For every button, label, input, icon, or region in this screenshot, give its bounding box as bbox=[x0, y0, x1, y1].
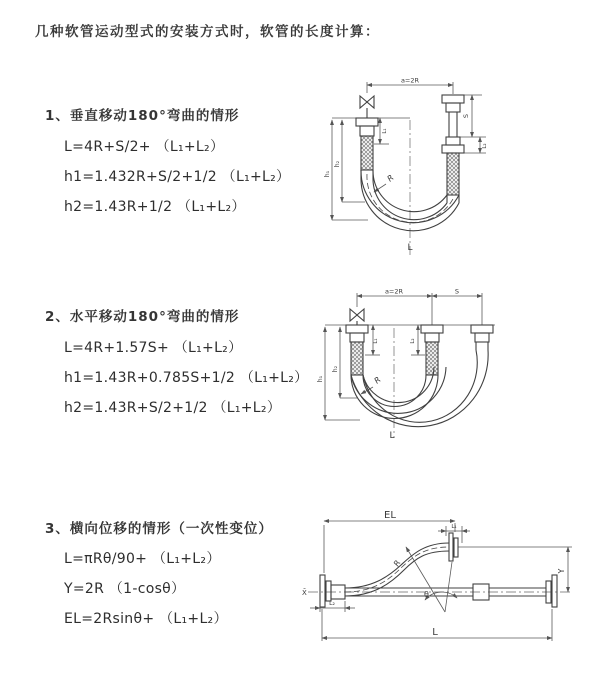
section-2-formula-2: h1=1.43R+0.785S+1/2 （L₁+L₂） bbox=[64, 370, 309, 386]
d1-label-h2: h₂ bbox=[334, 160, 341, 168]
d2-label-h1: h₁ bbox=[317, 375, 324, 383]
page-title: 几种软管运动型式的安装方式时，软管的长度计算： bbox=[35, 24, 380, 40]
d3-upper-flange bbox=[449, 533, 458, 561]
section-3-formula-1: L=πRθ/90+ （L₁+L₂） bbox=[64, 551, 221, 567]
d2-label-h2: h₂ bbox=[332, 365, 339, 373]
section-1-formula-2: h1=1.432R+S/2+1/2 （L₁+L₂） bbox=[64, 169, 291, 185]
d3-label-l2: L₂ bbox=[329, 600, 335, 607]
d2-valve-icon bbox=[350, 309, 364, 325]
d1-label-a2r: a=2R bbox=[400, 76, 420, 85]
section-1-heading: 1、垂直移动180°弯曲的情形 bbox=[45, 108, 240, 124]
d2-middle-pipe-flange bbox=[421, 325, 443, 375]
section-1-formula-1: L=4R+S/2+ （L₁+L₂） bbox=[64, 139, 225, 155]
d3-label-r: R bbox=[391, 558, 403, 568]
d1-label-l: L bbox=[407, 243, 413, 253]
d3-straight-pipe-position bbox=[345, 575, 557, 607]
d3-label-l: L bbox=[432, 627, 438, 638]
d2-right-pipe-flange bbox=[471, 325, 493, 350]
section-3-formula-2: Y=2R （1-cosθ） bbox=[64, 581, 186, 597]
d2-label-l2: L₂ bbox=[410, 338, 416, 344]
d3-label-el: EL bbox=[384, 510, 396, 521]
section-3-formula-3: EL=2Rsinθ+ （L₁+L₂） bbox=[64, 611, 228, 627]
d2-label-l: L bbox=[389, 431, 395, 441]
d3-label-l1: L₁ bbox=[451, 524, 457, 530]
d2-label-s: S bbox=[454, 287, 460, 296]
d2-left-pipe-flange bbox=[346, 325, 368, 375]
section-2-formula-3: h2=1.43R+S/2+1/2 （L₁+L₂） bbox=[64, 400, 282, 416]
d1-valve-icon bbox=[360, 96, 374, 118]
d1-right-pipe-flange bbox=[442, 95, 464, 195]
d3-label-x: X̄ bbox=[302, 589, 307, 597]
d3-label-y: Y bbox=[557, 568, 566, 574]
section-3-heading: 3、横向位移的情形（一次性变位） bbox=[45, 521, 273, 537]
d3-dimension-lines bbox=[310, 521, 572, 641]
section-2-heading: 2、水平移动180°弯曲的情形 bbox=[45, 309, 240, 325]
d1-label-l2: L₂ bbox=[482, 143, 488, 149]
d2-label-l1: L₁ bbox=[373, 338, 379, 344]
section-2-formula-1: L=4R+1.57S+ （L₁+L₂） bbox=[64, 340, 243, 356]
d1-label-h1: h₁ bbox=[324, 170, 331, 178]
d2-hose-u-bends bbox=[351, 350, 488, 427]
d1-label-s: S bbox=[462, 113, 470, 119]
section-1-formula-3: h2=1.43R+1/2 （L₁+L₂） bbox=[64, 199, 246, 215]
diagram-lateral-displacement bbox=[300, 505, 600, 655]
d1-label-l1: L₁ bbox=[382, 128, 388, 134]
d2-label-a2r: a=2R bbox=[384, 287, 404, 296]
d2-label-r: R bbox=[372, 375, 383, 386]
d3-label-theta: θ bbox=[424, 590, 429, 599]
diagram-vertical-180-bend bbox=[310, 72, 600, 262]
diagram-horizontal-180-bend bbox=[315, 283, 600, 460]
d1-label-r: R bbox=[385, 173, 396, 184]
